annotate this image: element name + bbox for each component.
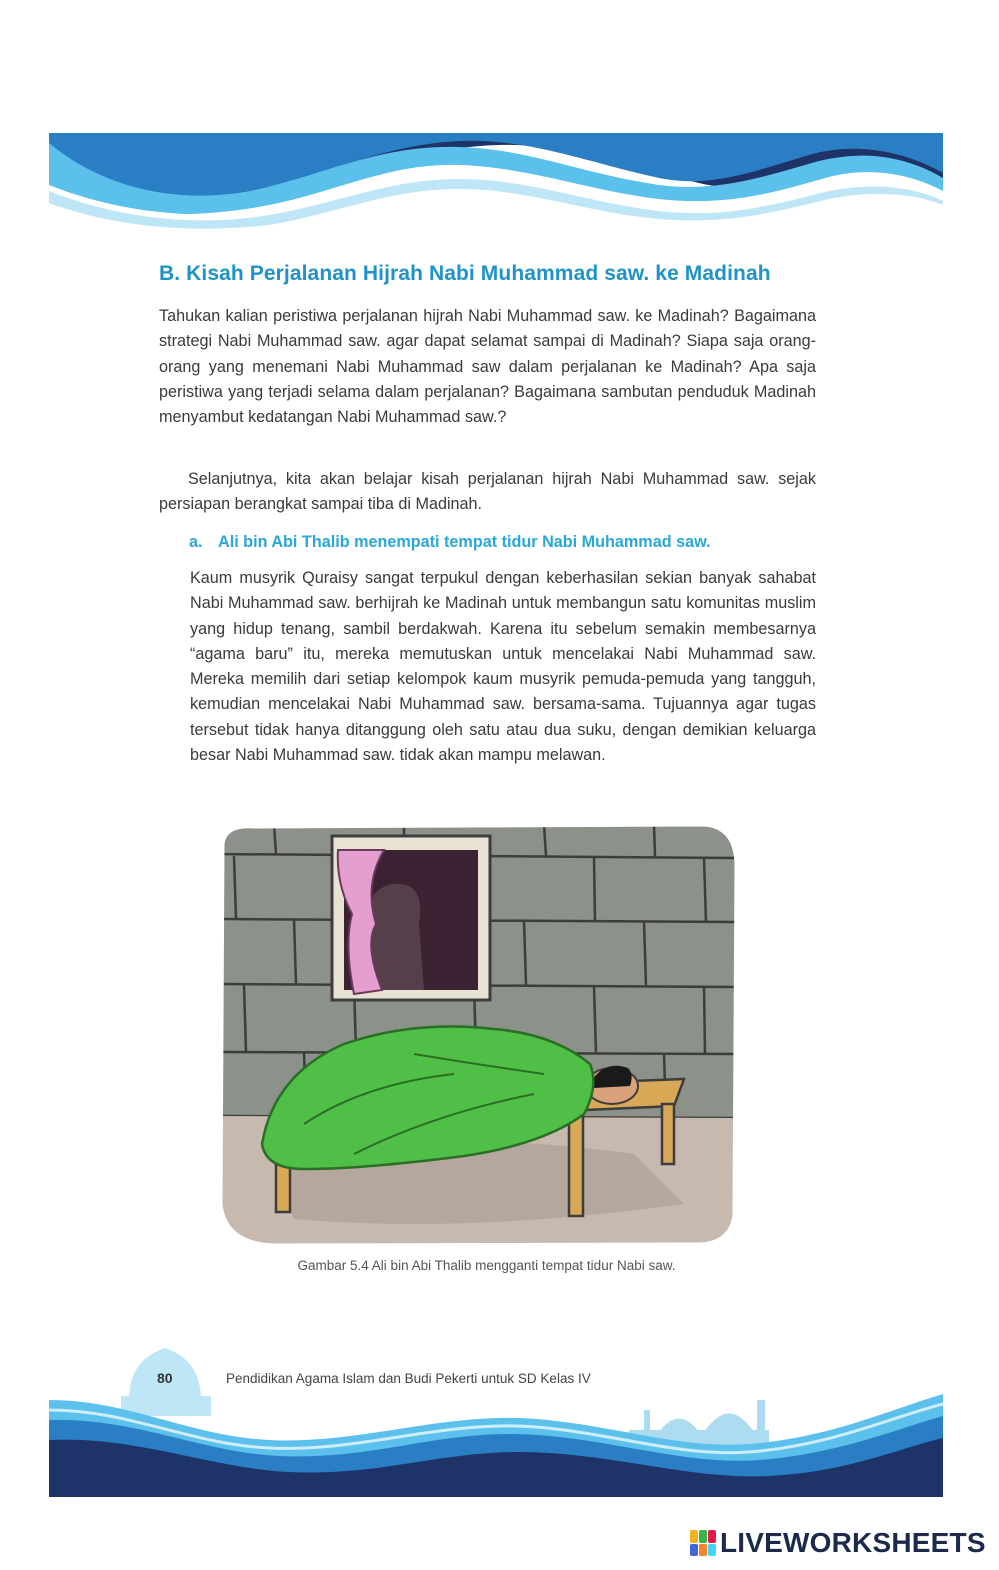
subsection-title-text: Ali bin Abi Thalib menempati tempat tidur Nabi Muhammad saw. — [218, 533, 711, 551]
top-wave-banner — [49, 133, 943, 233]
subsection-body: Kaum musyrik Quraisy sangat terpukul dengan keberhasilan sekian banyak sahabat Nabi Muhammad saw. berhijrah ke Madinah untuk membangun satu komunitas muslim yang hidup tenang, sambil berdakwah. Karena itu sebelum semakin membesarnya “agama baru” itu, mereka memutuskan untuk mencelakai Nabi Muhammad saw. Mereka memilih dari setiap kelompok kaum musyrik pemuda-pemuda yang tangguh, kemudian mencelakai Nabi Muhammad saw. bersama-sama. Tujuannya agar tugas tersebut tidak hanya ditanggung oleh satu atau dua suku, dengan demikian keluarga besar Nabi Muhammad saw. tidak akan mampu melawan. — [190, 569, 816, 765]
page-number: 80 — [157, 1370, 173, 1386]
figure-caption: Gambar 5.4 Ali bin Abi Thalib mengganti tempat tidur Nabi saw. — [297, 1258, 676, 1273]
liveworksheets-text: LIVEWORKSHEETS — [720, 1527, 986, 1558]
illustration-ali-in-bed — [214, 824, 737, 1246]
next-paragraph: Selanjutnya, kita akan belajar kisah perjalanan hijrah Nabi Muhammad saw. sejak persiapan berangkat sampai tiba di Madinah. — [159, 470, 816, 514]
bottom-wave-banner — [49, 1340, 943, 1497]
subsection-marker: a. — [189, 533, 203, 551]
section-title: B. Kisah Perjalanan Hijrah Nabi Muhammad saw. ke Madinah — [159, 262, 771, 285]
liveworksheets-icon — [690, 1530, 716, 1556]
intro-paragraph: Tahukan kalian peristiwa perjalanan hijrah Nabi Muhammad saw. ke Madinah? Bagaimana strategi Nabi Muhammad saw. agar dapat selamat sampai di Madinah? Siapa saja orang-orang yang menemani Nabi Muhammad saw dalam perjalanan ke Madinah? Apa saja peristiwa yang terjadi selama dalam perjalanan? Bagaimana sambutan penduduk Madinah menyambut kedatangan Nabi Muhammad saw.? — [159, 307, 816, 427]
book-title: Pendidikan Agama Islam dan Budi Pekerti untuk SD Kelas IV — [226, 1371, 591, 1386]
subsection-title — [189, 533, 711, 552]
liveworksheets-logo — [690, 1526, 986, 1560]
